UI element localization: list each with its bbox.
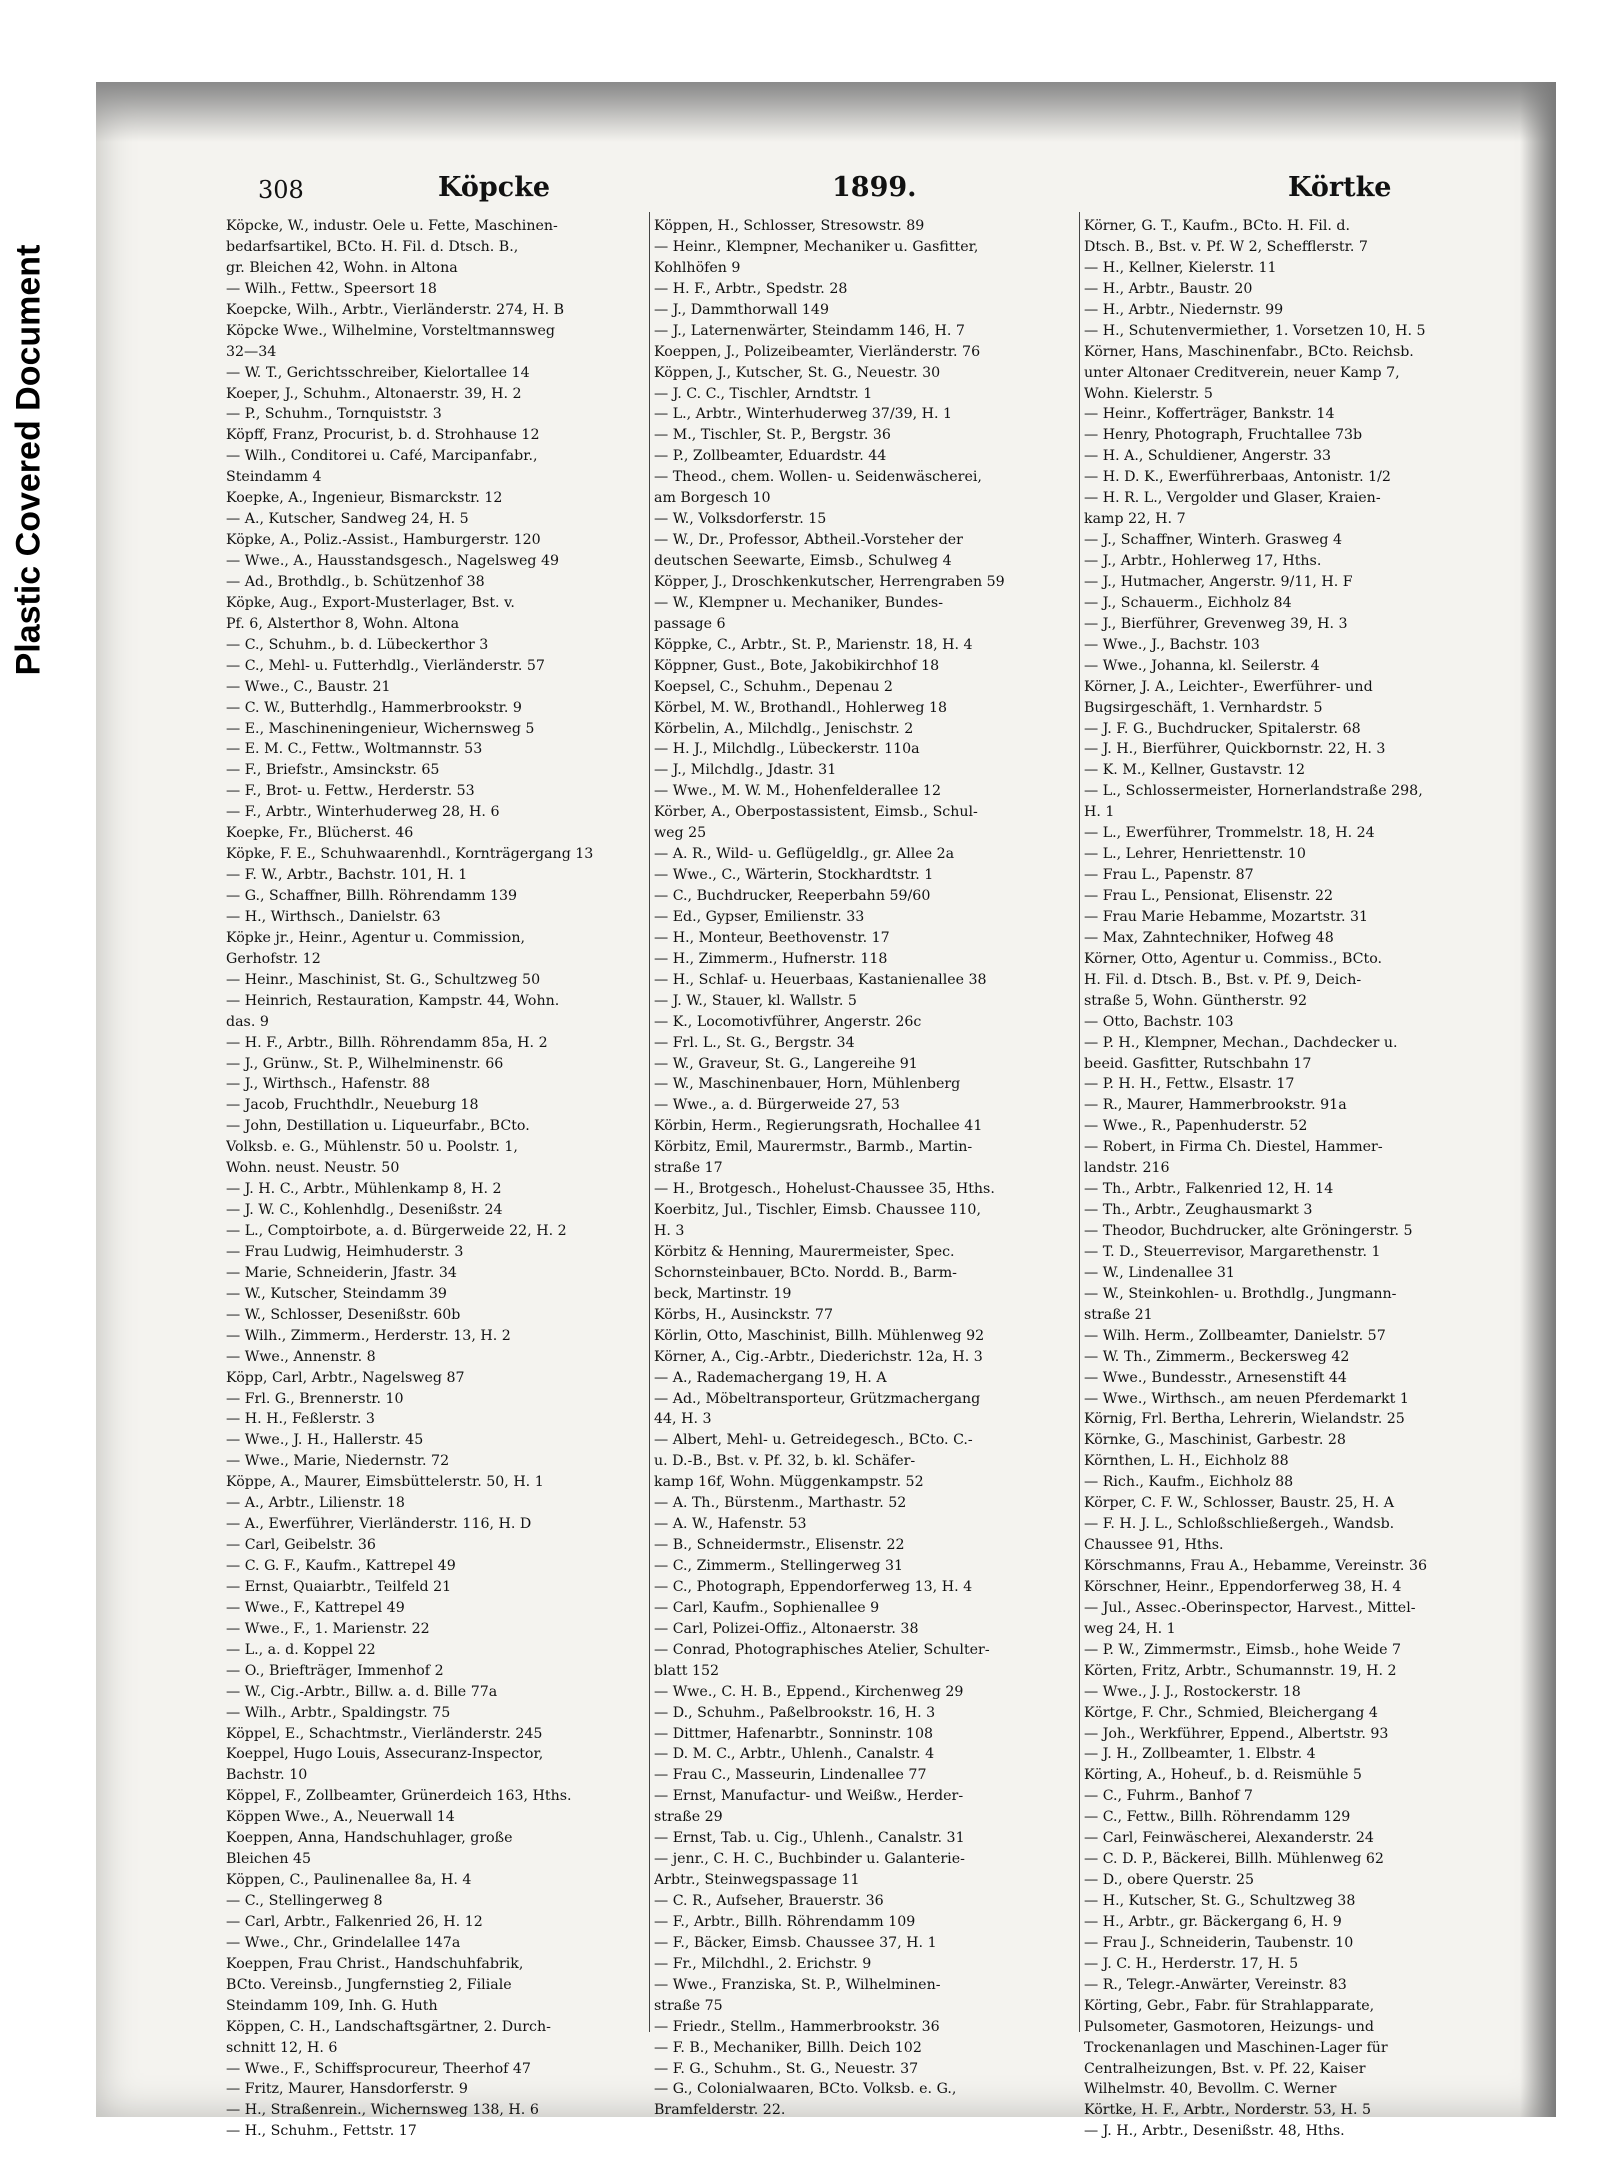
directory-entry-line: — P., Schuhm., Tornquiststr. 3 (226, 406, 442, 423)
directory-entry-line: — H. A., Schuldiener, Angerstr. 33 (1084, 448, 1332, 465)
directory-entry-line: — Max, Zahntechniker, Hofweg 48 (1084, 929, 1334, 946)
directory-entry-line: Koeppen, J., Polizeibeamter, Vierländerstr. 76 (654, 343, 981, 360)
directory-entry-line: H. 1 (1084, 804, 1115, 821)
directory-entry-line: Körner, Otto, Agentur u. Commiss., BCto. (1084, 950, 1383, 967)
directory-entry-line: — J. C. H., Herderstr. 17, H. 5 (1084, 1955, 1299, 1972)
directory-entry-line: — John, Destillation u. Liqueurfabr., BCto. (226, 1118, 530, 1135)
directory-entry-line: schnitt 12, H. 6 (226, 2039, 338, 2056)
directory-entry-line: — A. R., Wild- u. Geflügeldlg., gr. Allee 2a (654, 846, 955, 863)
directory-entry-line: 32—34 (226, 343, 277, 360)
column-divider (649, 212, 650, 2032)
directory-entry-line: — A., Ewerführer, Vierländerstr. 116, H. D (226, 1516, 532, 1533)
directory-entry-line: — A., Rademachergang 19, H. A (654, 1369, 887, 1386)
directory-entry-line: — M., Tischler, St. P., Bergstr. 36 (654, 427, 891, 444)
directory-entry-line: — H., Kutscher, St. G., Schultzweg 38 (1084, 1893, 1356, 1909)
directory-entry-line: Köppel, E., Schachtmstr., Vierländerstr. 245 (226, 1725, 543, 1742)
directory-entry-line: — F. G., Schuhm., St. G., Neuestr. 37 (654, 2060, 919, 2077)
directory-entry-line: Körbitz, Emil, Maurermstr., Barmb., Martin- (654, 1139, 973, 1156)
directory-entry-line: u. D.-B., Bst. v. Pf. 32, b. kl. Schäfer- (654, 1453, 916, 1470)
directory-entry-line: — Wwe., A., Hausstandsgesch., Nagelsweg 49 (226, 553, 560, 569)
directory-entry-line: — P., Zollbeamter, Eduardstr. 44 (654, 448, 887, 465)
directory-entry-line: Koepke, A., Ingenieur, Bismarckstr. 12 (226, 490, 503, 507)
directory-entry-line: Köppke, C., Arbtr., St. P., Marienstr. 18, H. 4 (654, 636, 973, 653)
directory-entry-line: Pulsometer, Gasmotoren, Heizungs- und (1084, 2018, 1374, 2035)
directory-entry-line: Köpp, Carl, Arbtr., Nagelsweg 87 (226, 1369, 465, 1386)
directory-entry-line: Gerhofstr. 12 (226, 950, 321, 967)
directory-entry-line: Bleichen 45 (226, 1851, 312, 1868)
directory-entry-line: Körbs, H., Ausinckstr. 77 (654, 1306, 833, 1323)
directory-entry-line: — Carl, Geibelstr. 36 (226, 1537, 376, 1554)
side-label (0, 0, 58, 2177)
directory-entry-line: — A., Kutscher, Sandweg 24, H. 5 (226, 511, 469, 528)
directory-entry-line: — C., Schuhm., b. d. Lübeckerthor 3 (226, 636, 489, 653)
directory-entry-line: — J., Schauerm., Eichholz 84 (1084, 594, 1292, 611)
directory-entry-line: — J., Dammthorwall 149 (654, 301, 829, 318)
directory-entry-line: Wohn. Kielerstr. 5 (1084, 385, 1213, 402)
directory-entry-line: — F., Brot- u. Fettw., Herderstr. 53 (226, 783, 475, 800)
directory-entry-line: — C. W., Butterhdlg., Hammerbrookstr. 9 (226, 699, 522, 716)
directory-entry-line: — W., Lindenallee 31 (1084, 1264, 1235, 1281)
directory-entry-line: — Ad., Brothdlg., b. Schützenhof 38 (226, 573, 485, 590)
directory-entry-line: Bachstr. 10 (226, 1767, 308, 1784)
directory-entry-line: Körtge, F. Chr., Schmied, Bleichergang 4 (1084, 1704, 1378, 1721)
directory-entry-line: Bugsirgeschäft, 1. Vernhardstr. 5 (1084, 699, 1323, 716)
directory-entry-line: — Carl, Feinwäscherei, Alexanderstr. 24 (1084, 1830, 1374, 1847)
directory-entry-line: Körber, A., Oberpostassistent, Eimsb., Schul- (654, 804, 978, 821)
directory-entry-line: deutschen Seewarte, Eimsb., Schulweg 4 (654, 553, 952, 569)
directory-entry-line: Körlin, Otto, Maschinist, Billh. Mühlenweg 92 (654, 1327, 985, 1344)
directory-entry-line: — Wwe., F., Schiffsprocureur, Theerhof 47 (226, 2060, 531, 2077)
directory-entry-line: — C. D. P., Bäckerei, Billh. Mühlenweg 62 (1084, 1851, 1384, 1868)
directory-entry-line: — Ernst, Quaiarbtr., Teilfeld 21 (226, 1578, 452, 1595)
directory-entry-line: straße 17 (654, 1160, 723, 1177)
directory-entry-line: — J. C. C., Tischler, Arndtstr. 1 (654, 385, 873, 402)
directory-entry-line: — R., Maurer, Hammerbrookstr. 91a (1084, 1097, 1347, 1114)
directory-entry-line: — Henry, Photograph, Fruchtallee 73b (1084, 427, 1363, 444)
directory-column-3 (1084, 216, 1504, 2142)
directory-entry-line: gr. Bleichen 42, Wohn. in Altona (226, 259, 458, 276)
directory-entry-line: — H., Kellner, Kielerstr. 11 (1084, 259, 1277, 276)
directory-entry-line: — Albert, Mehl- u. Getreidegesch., BCto. C.- (654, 1432, 973, 1449)
directory-entry-line: Körbitz & Henning, Maurermeister, Spec. (654, 1243, 955, 1260)
directory-entry-line: — Wwe., C. H. B., Eppend., Kirchenweg 29 (654, 1683, 964, 1700)
directory-entry-line: — G., Colonialwaaren, BCto. Volksb. e. G., (654, 2081, 957, 2098)
directory-entry-line: weg 24, H. 1 (1084, 1620, 1176, 1637)
directory-entry-line: — L., a. d. Koppel 22 (226, 1641, 376, 1658)
page-number: 308 (258, 176, 304, 204)
directory-entry-line: Körschmanns, Frau A., Hebamme, Vereinstr. 36 (1084, 1558, 1427, 1574)
directory-entry-line: — Wilh., Conditorei u. Café, Marcipanfabr., (226, 448, 538, 465)
directory-entry-line: — Wwe., M. W. M., Hohenfelderallee 12 (654, 783, 941, 800)
directory-entry-line: Körten, Fritz, Arbtr., Schumannstr. 19, H. 2 (1084, 1662, 1397, 1679)
directory-entry-line: — Robert, in Firma Ch. Diestel, Hammer- (1084, 1139, 1383, 1156)
directory-entry-line: — L., Lehrer, Henriettenstr. 10 (1084, 846, 1306, 863)
directory-entry-line: — H., Wirthsch., Danielstr. 63 (226, 908, 441, 925)
directory-entry-line: Körbel, M. W., Brothandl., Hohlerweg 18 (654, 699, 948, 716)
directory-entry-line: — J. W. C., Kohlenhdlg., Desenißstr. 24 (226, 1202, 503, 1219)
scan-top-shadow (96, 82, 1556, 142)
directory-entry-line: — Carl, Arbtr., Falkenried 26, H. 12 (226, 1913, 483, 1930)
directory-entry-line: — F. B., Mechaniker, Billh. Deich 102 (654, 2039, 922, 2056)
directory-entry-line: — Frau J., Schneiderin, Taubenstr. 10 (1084, 1934, 1354, 1951)
directory-entry-line: — J., Arbtr., Hohlerweg 17, Hths. (1084, 553, 1322, 569)
directory-entry-line: Steindamm 109, Inh. G. Huth (226, 1997, 438, 2014)
directory-entry-line: 44, H. 3 (654, 1411, 712, 1428)
directory-entry-line: — C., Fuhrm., Banhof 7 (1084, 1788, 1253, 1805)
directory-entry-line: Köppe, A., Maurer, Eimsbüttelerstr. 50, H. 1 (226, 1474, 544, 1491)
directory-entry-line: beck, Martinstr. 19 (654, 1285, 792, 1302)
directory-entry-line: — J., Wirthsch., Hafenstr. 88 (226, 1076, 431, 1093)
directory-entry-line: — Wilh. Herm., Zollbeamter, Danielstr. 57 (1084, 1327, 1386, 1344)
directory-entry-line: Wilhelmstr. 40, Bevollm. C. Werner (1084, 2081, 1337, 2098)
directory-entry-line: — Frl. L., St. G., Bergstr. 34 (654, 1034, 855, 1051)
directory-entry-line: Körner, J. A., Leichter-, Ewerführer- und (1084, 678, 1373, 695)
directory-entry-line: Körner, Hans, Maschinenfabr., BCto. Reichsb. (1084, 343, 1414, 360)
directory-entry-line: kamp 22, H. 7 (1084, 511, 1186, 528)
left-running-head: Köpcke (438, 172, 551, 203)
directory-entry-line: straße 29 (654, 1809, 723, 1826)
directory-entry-line: Wohn. neust. Neustr. 50 (226, 1160, 400, 1177)
directory-entry-line: — Th., Arbtr., Zeughausmarkt 3 (1084, 1202, 1313, 1219)
directory-entry-line: — Heinr., Kofferträger, Bankstr. 14 (1084, 406, 1335, 423)
directory-entry-line: — Jul., Assec.-Oberinspector, Harvest., Mittel- (1084, 1599, 1416, 1616)
page-header (258, 172, 1488, 216)
directory-entry-line: — C., Zimmerm., Stellingerweg 31 (654, 1558, 904, 1574)
directory-entry-line: — A., Arbtr., Lilienstr. 18 (226, 1495, 405, 1512)
directory-entry-line: — Wwe., a. d. Bürgerweide 27, 53 (654, 1097, 900, 1114)
directory-entry-line: Köppen Wwe., A., Neuerwall 14 (226, 1809, 455, 1826)
directory-entry-line: — Wwe., Wirthsch., am neuen Pferdemarkt 1 (1084, 1390, 1409, 1407)
directory-entry-line: Centralheizungen, Bst. v. Pf. 22, Kaiser (1084, 2060, 1366, 2077)
directory-entry-line: — H. H., Feßlerstr. 3 (226, 1411, 375, 1428)
directory-entry-line: — H., Arbtr., Niedernstr. 99 (1084, 301, 1284, 318)
directory-entry-line: Schornsteinbauer, BCto. Nordd. B., Barm- (654, 1264, 957, 1281)
directory-entry-line: — H. F., Arbtr., Spedstr. 28 (654, 280, 848, 297)
directory-entry-line: — Wwe., J. H., Hallerstr. 45 (226, 1432, 424, 1449)
directory-entry-line: — Theodor, Buchdrucker, alte Gröningerstr. 5 (1084, 1223, 1413, 1239)
directory-entry-line: Koepke, Fr., Blücherst. 46 (226, 825, 414, 842)
directory-entry-line: — J. H., Arbtr., Desenißstr. 48, Hths. (1084, 2123, 1345, 2140)
year-heading: 1899. (832, 172, 917, 203)
directory-entry-line: — H., Zimmerm., Hufnerstr. 118 (654, 950, 888, 967)
directory-entry-line: Köpke, F. E., Schuhwaarenhdl., Kornträgergang 13 (226, 846, 594, 863)
directory-entry-line: — H., Straßenrein., Wichernsweg 138, H. 6 (226, 2102, 539, 2119)
directory-entry-line: — Fritz, Maurer, Hansdorferstr. 9 (226, 2081, 468, 2098)
directory-entry-line: — J. H., Zollbeamter, 1. Elbstr. 4 (1084, 1746, 1316, 1763)
directory-entry-line: Körner, A., Cig.-Arbtr., Diederichstr. 12a, H. 3 (654, 1348, 983, 1365)
directory-entry-line: Körbelin, A., Milchdlg., Jenischstr. 2 (654, 720, 914, 737)
directory-entry-line: — R., Telegr.-Anwärter, Vereinstr. 83 (1084, 1976, 1347, 1993)
directory-entry-line: — Wwe., Bundesstr., Arnesenstift 44 (1084, 1369, 1347, 1386)
directory-entry-line: — Wilh., Fettw., Speersort 18 (226, 280, 437, 297)
directory-entry-line: Pf. 6, Alsterthor 8, Wohn. Altona (226, 615, 460, 632)
directory-entry-line: — Ernst, Manufactur- und Weißw., Herder- (654, 1788, 964, 1805)
directory-entry-line: — Wwe., R., Papenhuderstr. 52 (1084, 1118, 1308, 1135)
directory-entry-line: — W., Schlosser, Desenißstr. 60b (226, 1306, 461, 1323)
directory-entry-line: — W., Dr., Professor, Abtheil.-Vorsteher der (654, 532, 963, 549)
directory-entry-line: Trockenanlagen und Maschinen-Lager für (1084, 2039, 1388, 2056)
directory-entry-line: — H., Monteur, Beethovenstr. 17 (654, 929, 890, 946)
directory-entry-line: — K. M., Kellner, Gustavstr. 12 (1084, 762, 1306, 779)
directory-entry-line: — J. F. G., Buchdrucker, Spitalerstr. 68 (1084, 720, 1361, 737)
directory-entry-line: — D. M. C., Arbtr., Uhlenh., Canalstr. 4 (654, 1746, 935, 1763)
directory-entry-line: — Carl, Polizei-Offiz., Altonaerstr. 38 (654, 1620, 919, 1637)
directory-entry-line: — J. H., Bierführer, Quickbornstr. 22, H. 3 (1084, 741, 1386, 758)
directory-entry-line: — W., Maschinenbauer, Horn, Mühlenberg (654, 1076, 961, 1093)
directory-entry-line: — Wwe., Franziska, St. P., Wilhelminen- (654, 1976, 941, 1993)
directory-entry-line: — Heinrich, Restauration, Kampstr. 44, Wohn. (226, 992, 560, 1009)
directory-entry-line: — Wilh., Zimmerm., Herderstr. 13, H. 2 (226, 1327, 511, 1344)
directory-entry-line: — jenr., C. H. C., Buchbinder u. Galanterie- (654, 1851, 965, 1868)
directory-entry-line: Körting, Gebr., Fabr. für Strahlapparate, (1084, 1997, 1375, 2014)
directory-entry-line: — Wwe., Johanna, kl. Seilerstr. 4 (1084, 657, 1320, 674)
directory-entry-line: Dtsch. B., Bst. v. Pf. W 2, Schefflerstr. 7 (1084, 238, 1368, 255)
directory-entry-line: — Frau L., Pensionat, Elisenstr. 22 (1084, 888, 1334, 904)
directory-entry-line: Köppel, F., Zollbeamter, Grünerdeich 163, Hths. (226, 1788, 572, 1805)
directory-entry-line: Koerbitz, Jul., Tischler, Eimsb. Chaussee 110, (654, 1202, 981, 1219)
directory-entry-line: passage 6 (654, 615, 726, 632)
directory-entry-line: — Theod., chem. Wollen- u. Seidenwäscherei, (654, 469, 982, 486)
directory-entry-line: — J., Hutmacher, Angerstr. 9/11, H. F (1084, 573, 1353, 590)
directory-entry-line: — Joh., Werkführer, Eppend., Albertstr. 93 (1084, 1725, 1389, 1742)
directory-entry-line: Köppen, H., Schlosser, Stresowstr. 89 (654, 218, 925, 234)
directory-entry-line: — Frau Ludwig, Heimhuderstr. 3 (226, 1243, 464, 1260)
directory-entry-line: — J., Grünw., St. P., Wilhelminenstr. 66 (226, 1055, 504, 1072)
directory-entry-line: — Frau Marie Hebamme, Mozartstr. 31 (1084, 908, 1369, 925)
directory-entry-line: — D., Schuhm., Paßelbrookstr. 16, H. 3 (654, 1704, 936, 1721)
directory-entry-line: — Carl, Kaufm., Sophienallee 9 (654, 1599, 880, 1616)
directory-entry-line: Chaussee 91, Hths. (1084, 1537, 1224, 1554)
directory-entry-line: — Wwe., F., Kattrepel 49 (226, 1599, 405, 1616)
directory-entry-line: — Wwe., Chr., Grindelallee 147a (226, 1934, 461, 1951)
directory-entry-line: blatt 152 (654, 1662, 720, 1679)
directory-entry-line: landstr. 216 (1084, 1160, 1170, 1177)
directory-column-2 (654, 216, 1074, 2121)
directory-entry-line: — W., Graveur, St. G., Langereihe 91 (654, 1055, 918, 1072)
directory-entry-line: — W. T., Gerichtsschreiber, Kielortallee 14 (226, 364, 530, 381)
directory-entry-line: Körner, G. T., Kaufm., BCto. H. Fil. d. (1084, 218, 1350, 234)
directory-entry-line: — Th., Arbtr., Falkenried 12, H. 14 (1084, 1181, 1334, 1198)
directory-entry-line: Köpff, Franz, Procurist, b. d. Strohhause 12 (226, 427, 540, 444)
directory-entry-line: Köpke, Aug., Export-Musterlager, Bst. v. (226, 594, 515, 611)
directory-entry-line: — W., Steinkohlen- u. Brothdlg., Jungmann- (1084, 1285, 1397, 1302)
directory-entry-line: — W., Klempner u. Mechaniker, Bundes- (654, 594, 944, 611)
directory-entry-line: — Conrad, Photographisches Atelier, Schulter- (654, 1641, 990, 1658)
directory-entry-line: Köpcke Wwe., Wilhelmine, Vorsteltmannsweg (226, 322, 555, 339)
directory-entry-line: — G., Schaffner, Billh. Röhrendamm 139 (226, 888, 518, 904)
directory-entry-line: Köppen, C., Paulinenallee 8a, H. 4 (226, 1872, 472, 1889)
directory-entry-line: — J. H. C., Arbtr., Mühlenkamp 8, H. 2 (226, 1181, 502, 1198)
column-divider (1079, 212, 1080, 2032)
directory-entry-line: Koeppen, Anna, Handschuhlager, große (226, 1830, 513, 1847)
directory-entry-line: Körnthen, L. H., Eichholz 88 (1084, 1453, 1289, 1470)
directory-entry-line: Köpke, A., Poliz.-Assist., Hamburgerstr. 120 (226, 532, 541, 549)
directory-entry-line: — J., Schaffner, Winterh. Grasweg 4 (1084, 532, 1342, 549)
directory-entry-line: Köpke jr., Heinr., Agentur u. Commission, (226, 929, 525, 946)
directory-entry-line: Körnig, Frl. Bertha, Lehrerin, Wielandstr. 25 (1084, 1411, 1405, 1428)
directory-entry-line: — L., Arbtr., Winterhuderweg 37/39, H. 1 (654, 406, 953, 423)
directory-entry-line: straße 75 (654, 1997, 723, 2014)
directory-entry-line: beeid. Gasfitter, Rutschbahn 17 (1084, 1055, 1312, 1072)
directory-entry-line: Körnke, G., Maschinist, Garbestr. 28 (1084, 1432, 1346, 1449)
directory-entry-line: — B., Schneidermstr., Elisenstr. 22 (654, 1537, 905, 1554)
directory-entry-line: — P. H., Klempner, Mechan., Dachdecker u. (1084, 1034, 1398, 1051)
directory-entry-line: — Rich., Kaufm., Eichholz 88 (1084, 1474, 1294, 1491)
directory-entry-line: — Otto, Bachstr. 103 (1084, 1013, 1234, 1030)
directory-entry-line: Koepsel, C., Schuhm., Depenau 2 (654, 678, 893, 695)
directory-entry-line: straße 21 (1084, 1306, 1153, 1323)
directory-entry-line: — J., Milchdlg., Jdastr. 31 (654, 762, 837, 779)
directory-entry-line: — E. M. C., Fettw., Woltmannstr. 53 (226, 741, 483, 758)
directory-entry-line: — H. J., Milchdlg., Lübeckerstr. 110a (654, 741, 920, 758)
directory-entry-line: — L., Ewerführer, Trommelstr. 18, H. 24 (1084, 825, 1375, 842)
directory-entry-line: Körper, C. F. W., Schlosser, Baustr. 25, H. A (1084, 1495, 1394, 1512)
directory-entry-line: — H., Brotgesch., Hohelust-Chaussee 35, Hths. (654, 1181, 995, 1198)
directory-entry-line: Steindamm 4 (226, 469, 322, 486)
directory-entry-line: Körtke, H. F., Arbtr., Norderstr. 53, H. 5 (1084, 2102, 1372, 2119)
directory-entry-line: H. Fil. d. Dtsch. B., Bst. v. Pf. 9, Deich- (1084, 971, 1362, 988)
directory-entry-line: — Wilh., Arbtr., Spaldingstr. 75 (226, 1704, 451, 1721)
directory-entry-line: am Borgesch 10 (654, 490, 771, 507)
directory-entry-line: — T. D., Steuerrevisor, Margarethenstr. 1 (1084, 1243, 1381, 1260)
directory-entry-line: Kohlhöfen 9 (654, 259, 741, 276)
directory-entry-line: — W., Cig.-Arbtr., Billw. a. d. Bille 77a (226, 1683, 498, 1700)
directory-entry-line: Köpper, J., Droschkenkutscher, Herrengraben 59 (654, 573, 1005, 590)
directory-entry-line: Köppner, Gust., Bote, Jakobikirchhof 18 (654, 657, 940, 674)
directory-entry-line: — H., Schutenvermiether, 1. Vorsetzen 10, H. 5 (1084, 322, 1426, 339)
directory-entry-line: — K., Locomotivführer, Angerstr. 26c (654, 1013, 922, 1030)
directory-entry-line: — J., Bierführer, Grevenweg 39, H. 3 (1084, 615, 1348, 632)
directory-entry-line: — W., Kutscher, Steindamm 39 (226, 1285, 447, 1302)
directory-entry-line: — Jacob, Fruchthdlr., Neueburg 18 (226, 1097, 479, 1114)
directory-entry-line: — W., Volksdorferstr. 15 (654, 511, 827, 528)
directory-entry-line: H. 3 (654, 1223, 685, 1239)
directory-entry-line: — F., Bäcker, Eimsb. Chaussee 37, H. 1 (654, 1934, 937, 1951)
directory-entry-line: — C., Stellingerweg 8 (226, 1893, 383, 1909)
directory-entry-line: Körbin, Herm., Regierungsrath, Hochallee 41 (654, 1118, 983, 1135)
directory-entry-line: — C., Fettw., Billh. Röhrendamm 129 (1084, 1809, 1351, 1826)
directory-entry-line: BCto. Vereinsb., Jungfernstieg 2, Filiale (226, 1976, 512, 1993)
directory-entry-line: — H., Arbtr., Baustr. 20 (1084, 280, 1253, 297)
directory-entry-line: — C. G. F., Kaufm., Kattrepel 49 (226, 1558, 456, 1574)
directory-entry-line: weg 25 (654, 825, 707, 842)
directory-entry-line: — H. D. K., Ewerführerbaas, Antonistr. 1/2 (1084, 469, 1391, 486)
directory-entry-line: — Wwe., F., 1. Marienstr. 22 (226, 1620, 430, 1637)
directory-entry-line: — W. Th., Zimmerm., Beckersweg 42 (1084, 1348, 1350, 1365)
directory-entry-line: Körting, A., Hoheuf., b. d. Reismühle 5 (1084, 1767, 1362, 1784)
directory-entry-line: — Frl. G., Brennerstr. 10 (226, 1390, 404, 1407)
directory-entry-line: — L., Comptoirbote, a. d. Bürgerweide 22, H. 2 (226, 1223, 567, 1239)
directory-entry-line: — L., Schlossermeister, Hornerlandstraße 298, (1084, 783, 1423, 800)
directory-entry-line: — F., Arbtr., Winterhuderweg 28, H. 6 (226, 804, 500, 821)
directory-entry-line: — C., Photograph, Eppendorferweg 13, H. 4 (654, 1578, 973, 1595)
directory-entry-line: — Wwe., J., Bachstr. 103 (1084, 636, 1260, 653)
directory-entry-line: Arbtr., Steinwegspassage 11 (654, 1872, 860, 1889)
directory-entry-line: — Wwe., C., Baustr. 21 (226, 678, 391, 695)
directory-entry-line: — D., obere Querstr. 25 (1084, 1872, 1255, 1889)
directory-entry-line: Koeppen, Frau Christ., Handschuhfabrik, (226, 1955, 524, 1972)
directory-entry-line: — P. H. H., Fettw., Elsastr. 17 (1084, 1076, 1295, 1093)
directory-entry-line: — Ernst, Tab. u. Cig., Uhlenh., Canalstr. 31 (654, 1830, 965, 1847)
directory-entry-line: Körschner, Heinr., Eppendorferweg 38, H. 4 (1084, 1578, 1402, 1595)
directory-entry-line: — Wwe., C., Wärterin, Stockhardtstr. 1 (654, 867, 934, 884)
directory-entry-line: — Wwe., Annenstr. 8 (226, 1348, 376, 1365)
directory-entry-line: — Friedr., Stellm., Hammerbrookstr. 36 (654, 2018, 940, 2035)
directory-entry-line: — Frau L., Papenstr. 87 (1084, 867, 1254, 884)
directory-entry-line: — Dittmer, Hafenarbtr., Sonninstr. 108 (654, 1725, 934, 1742)
scan-right-edge (1520, 82, 1556, 2117)
directory-entry-line: — C. R., Aufseher, Brauerstr. 36 (654, 1893, 884, 1909)
directory-entry-line: Volksb. e. G., Mühlenstr. 50 u. Poolstr. 1, (226, 1139, 518, 1156)
directory-entry-line: kamp 16f, Wohn. Müggenkampstr. 52 (654, 1474, 924, 1491)
directory-entry-line: — E., Maschineningenieur, Wichernsweg 5 (226, 720, 535, 737)
directory-entry-line: Bramfelderstr. 22. (654, 2102, 786, 2119)
directory-entry-line: Koeper, J., Schuhm., Altonaerstr. 39, H. 2 (226, 385, 522, 402)
directory-entry-line: — H., Schlaf- u. Heuerbaas, Kastanienallee 38 (654, 971, 987, 988)
side-label-text: Plastic Covered Document (9, 244, 48, 676)
directory-entry-line: unter Altonaer Creditverein, neuer Kamp 7, (1084, 364, 1400, 381)
directory-entry-line: Köppen, J., Kutscher, St. G., Neuestr. 30 (654, 364, 941, 381)
right-running-head: Körtke (1288, 172, 1392, 203)
directory-entry-line: — Marie, Schneiderin, Jfastr. 34 (226, 1264, 457, 1281)
directory-entry-line: — Ad., Möbeltransporteur, Grützmachergang (654, 1390, 981, 1407)
directory-entry-line: — O., Briefträger, Immenhof 2 (226, 1662, 444, 1679)
directory-entry-line: — Fr., Milchdhl., 2. Erichstr. 9 (654, 1955, 872, 1972)
directory-entry-line: Köpcke, W., industr. Oele u. Fette, Maschinen- (226, 218, 558, 234)
directory-entry-line: — H. F., Arbtr., Billh. Röhrendamm 85a, H. 2 (226, 1034, 548, 1051)
directory-entry-line: Köppen, C. H., Landschaftsgärtner, 2. Durch- (226, 2018, 551, 2035)
directory-entry-line: — Heinr., Maschinist, St. G., Schultzweg 50 (226, 971, 541, 988)
directory-entry-line: Koeppel, Hugo Louis, Assecuranz-Inspector, (226, 1746, 544, 1763)
directory-entry-line: — J., Laternenwärter, Steindamm 146, H. 7 (654, 322, 965, 339)
directory-entry-line: — C., Mehl- u. Futterhdlg., Vierländerstr. 57 (226, 657, 545, 674)
directory-entry-line: — H., Arbtr., gr. Bäckergang 6, H. 9 (1084, 1913, 1342, 1930)
directory-entry-line: — H. R. L., Vergolder und Glaser, Kraien- (1084, 490, 1381, 507)
directory-entry-line: — F. H. J. L., Schloßschließergeh., Wandsb. (1084, 1516, 1395, 1533)
directory-entry-line: — Frau C., Masseurin, Lindenallee 77 (654, 1767, 927, 1784)
directory-entry-line: — F. W., Arbtr., Bachstr. 101, H. 1 (226, 867, 468, 884)
directory-entry-line: — F., Briefstr., Amsinckstr. 65 (226, 762, 440, 779)
directory-entry-line: — H., Schuhm., Fettstr. 17 (226, 2123, 417, 2140)
directory-column-1 (226, 216, 644, 2142)
directory-entry-line: das. 9 (226, 1013, 269, 1030)
directory-entry-line: — P. W., Zimmermstr., Eimsb., hohe Weide 7 (1084, 1641, 1402, 1658)
directory-entry-line: — A. W., Hafenstr. 53 (654, 1516, 807, 1533)
directory-entry-line: — Wwe., Marie, Niedernstr. 72 (226, 1453, 450, 1470)
directory-entry-line: Koepcke, Wilh., Arbtr., Vierländerstr. 274, H. B (226, 301, 565, 318)
directory-entry-line: — A. Th., Bürstenm., Marthastr. 52 (654, 1495, 907, 1512)
directory-entry-line: — Heinr., Klempner, Mechaniker u. Gasfitter, (654, 238, 979, 255)
directory-entry-line: — J. W., Stauer, kl. Wallstr. 5 (654, 992, 857, 1009)
directory-entry-line: — F., Arbtr., Billh. Röhrendamm 109 (654, 1913, 916, 1930)
directory-entry-line: straße 5, Wohn. Güntherstr. 92 (1084, 992, 1308, 1009)
directory-entry-line: — C., Buchdrucker, Reeperbahn 59/60 (654, 888, 931, 904)
directory-entry-line: — Wwe., J. J., Rostockerstr. 18 (1084, 1683, 1301, 1700)
directory-entry-line: bedarfsartikel, BCto. H. Fil. d. Dtsch. B., (226, 238, 519, 255)
directory-entry-line: — Ed., Gypser, Emilienstr. 33 (654, 908, 865, 925)
